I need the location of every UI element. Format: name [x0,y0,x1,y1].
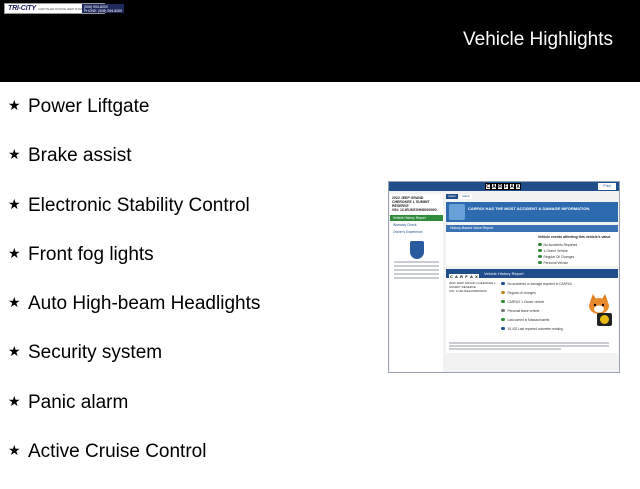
carfax-text-line [394,273,439,275]
carfax-topbar [389,182,619,191]
check-icon [538,261,542,265]
carfax-report-thumbnail[interactable] [388,181,620,373]
carfax-logo-letter: C [486,184,490,190]
carfax-text-line [394,277,439,279]
carfax-value-panel [446,232,618,266]
carfax-logo [485,183,521,190]
check-icon [538,243,542,247]
carfax-text-line [394,265,439,267]
carfax-text-line [449,345,609,347]
check-icon [538,255,542,259]
check-icon [538,249,542,253]
carfax-history-row [501,316,549,323]
carfax-logo-letter: R [498,184,502,190]
carfax-value-row [538,248,568,253]
feature-label: Electronic Stability Control [28,194,250,216]
feature-item [8,243,378,292]
carfax-text-line [394,261,439,263]
logo-phone-line2: PHONE: (508) 994-8000 [83,8,123,13]
feature-item [8,341,378,390]
header-bar [0,0,640,82]
carfax-history-text: No accidents or damage reported to CARFAX [507,281,572,286]
carfax-history-row [501,307,539,314]
carfax-shield-icon [410,241,424,259]
carfax-history-row [501,325,563,332]
carfax-logo-letter: F [465,273,468,279]
carfax-logo-letter: A [492,184,496,190]
carfax-logo-letter: C [450,273,453,279]
carfax-banner [446,202,618,222]
feature-item [8,144,378,193]
car-icon [501,282,505,286]
carfax-vehicle-title [390,194,443,214]
carfax-logo-letter: X [475,273,478,279]
feature-item [8,391,378,440]
carfax-history-text: Last owned in Massachusetts [507,317,550,322]
carfax-main [446,194,618,372]
carfax-text-line [449,342,609,344]
carfax-logo-letter: A [470,273,473,279]
wrench-icon [501,291,505,295]
carfax-value-text: Regular Oil Changes [543,254,575,259]
carfax-history-text: CARFAX 1-Owner vehicle [507,299,545,304]
location-icon [501,318,505,322]
carfax-nav-item[interactable]: Vehicle History Report [390,215,443,221]
carfax-logo-letter: X [516,184,520,190]
document-icon [501,309,505,313]
feature-list [8,95,378,489]
carfax-history-row [501,289,536,296]
star-icon: ★ [8,98,21,114]
carfax-value-text: No Accidents Reported [543,242,578,247]
page-title: Vehicle Highlights [463,29,613,50]
star-icon: ★ [8,196,21,213]
carfax-vehicle-name: 2022 JEEP GRAND CHEROKEE L SUMMIT RESERVE [392,196,430,208]
carfax-print-button[interactable]: Print [598,183,616,190]
carfax-text-line [449,348,561,350]
carfax-banner-image-icon [449,204,465,220]
carfax-history-body [446,278,618,353]
feature-label: Panic alarm [28,391,129,413]
carfax-fox-icon [584,292,614,328]
carfax-vin: VIN: 1C4RJKEG9N8000000 [392,208,437,212]
star-icon: ★ [8,295,21,312]
feature-item [8,292,378,341]
carfax-footnote [449,341,609,351]
carfax-history-vehicle-name: 2022 JEEP GRAND CHEROKEE L SUMMIT RESERVE [449,281,496,289]
person-icon [501,300,505,304]
feature-item [8,95,378,144]
carfax-history-vehicle [449,281,497,293]
carfax-history-text: Personal lease vehicle [507,308,540,313]
star-icon: ★ [8,344,21,361]
carfax-tabs [446,194,618,199]
carfax-history-title: Vehicle History Report [484,271,524,276]
feature-label: Brake assist [28,145,132,167]
carfax-history-vin: VIN: 1C4RJKEG9N8000000 [449,289,487,293]
logo-brand: TRI-CITY [8,5,36,12]
carfax-value-row [538,254,574,259]
carfax-logo-letter: F [504,184,508,190]
logo-phone-line1: (508) 994-8000 [83,4,108,9]
carfax-logo-letter: A [510,184,514,190]
carfax-logo-letter: A [455,273,458,279]
carfax-tab[interactable]: Claim [446,194,458,199]
carfax-banner-text: CARFAX HAS THE MOST ACCIDENT & DAMAGE INFORMATION [468,206,590,211]
star-icon: ★ [8,147,21,164]
carfax-history-row [501,298,544,305]
carfax-logo-letter: R [460,273,463,279]
star-icon: ★ [8,443,21,460]
carfax-value-text: Personal Vehicle [543,260,569,265]
carfax-value-row [538,260,568,265]
carfax-value-text: 1-Owner Vehicle [543,248,568,253]
carfax-nav-item[interactable]: Owner's Experience [393,230,423,234]
carfax-value-title: Vehicle events affecting this vehicle's value [538,235,611,239]
carfax-sidebar [390,194,443,372]
feature-label: Front fog lights [28,243,154,265]
carfax-history-row [501,280,572,287]
star-icon: ★ [8,245,21,262]
feature-item [8,440,378,489]
carfax-value-bar: History-Based Value Report [446,225,618,232]
carfax-history-text: Regular oil changes [507,290,536,295]
logo-phone [82,4,124,13]
odometer-icon [501,327,505,331]
carfax-value-row [538,242,577,247]
feature-label: Power Liftgate [28,96,150,117]
carfax-nav-item[interactable]: Warranty Check [393,223,417,227]
feature-label: Security system [28,342,163,364]
star-icon: ★ [8,393,21,410]
feature-label: Active Cruise Control [28,441,207,463]
carfax-tab[interactable]: Rank [460,194,472,199]
carfax-history-header [446,269,618,278]
logo-tagline: CHRYSLER DODGE JEEP RAM [37,6,82,11]
feature-item [8,194,378,243]
carfax-history-text: 30,432 Last reported odometer reading [507,326,563,331]
carfax-text-line [394,269,439,271]
feature-label: Auto High-beam Headlights [28,293,261,315]
dealer-logo[interactable] [4,3,123,14]
